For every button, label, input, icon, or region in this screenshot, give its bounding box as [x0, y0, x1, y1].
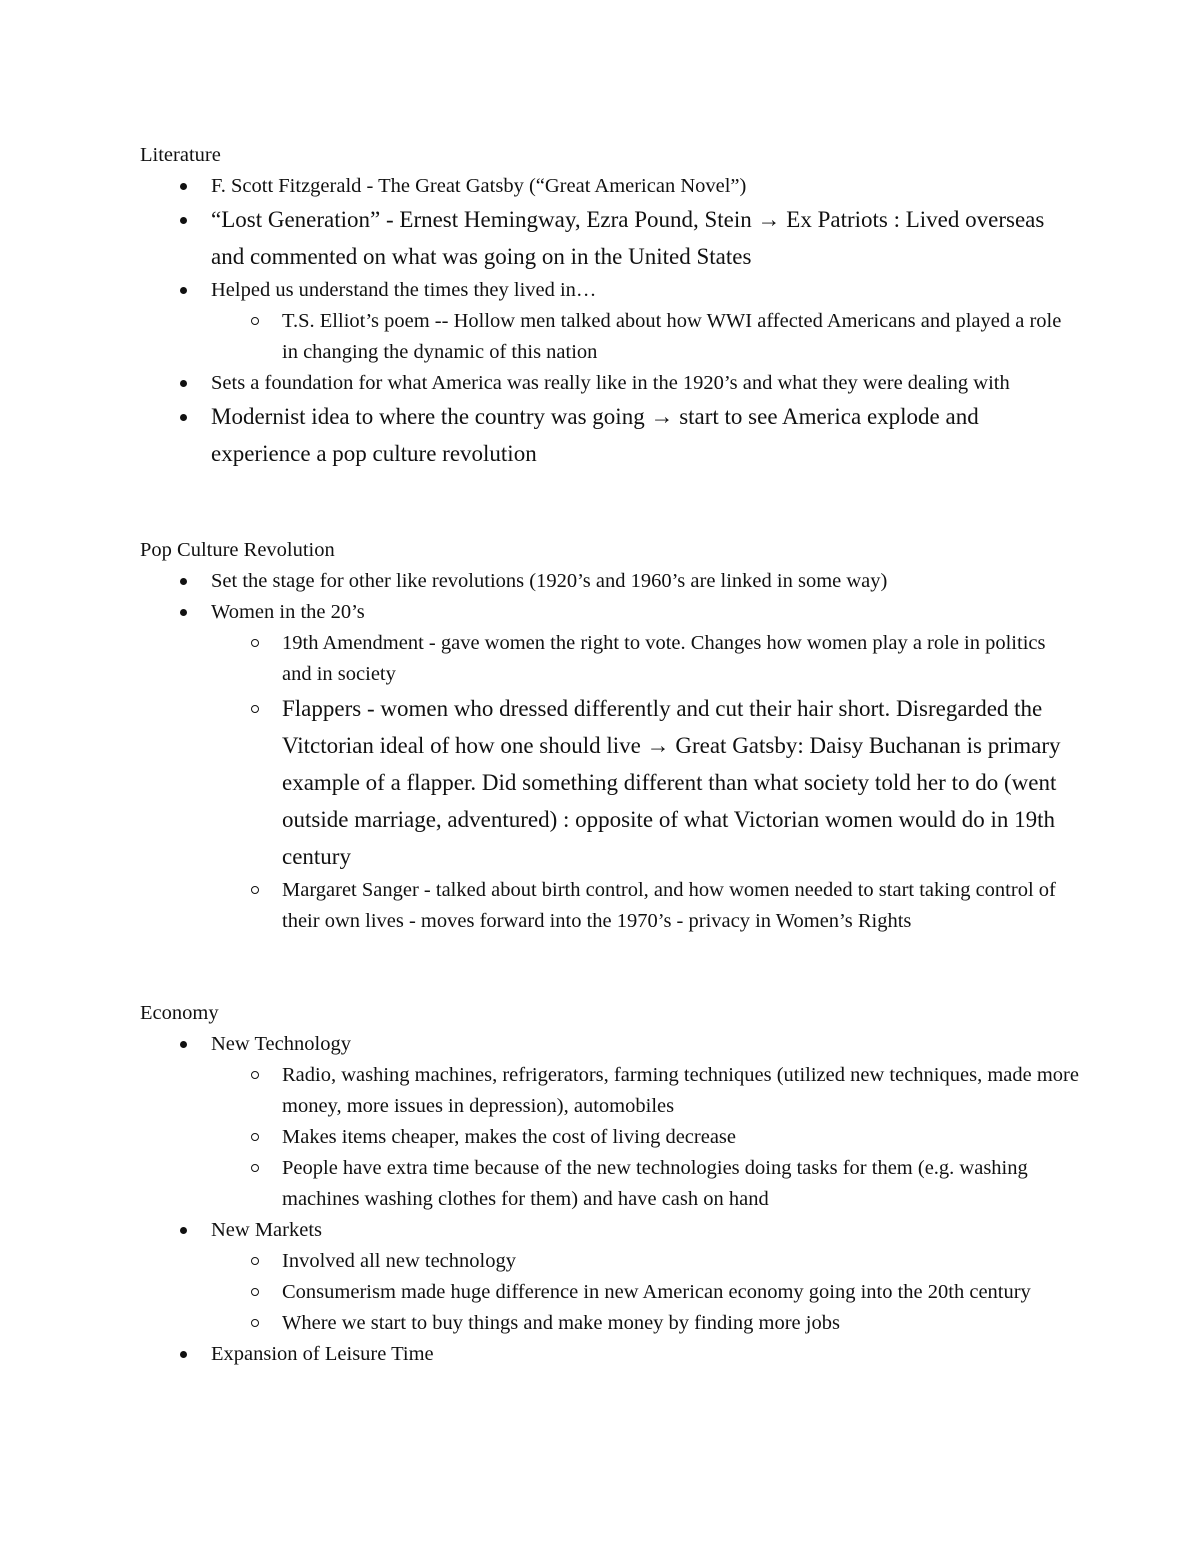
- list-item: “Lost Generation” - Ernest Hemingway, Ezra Pound, Stein → Ex Patriots : Lived overseas and commented on what was going on in the United States: [140, 202, 1080, 275]
- list-item: [140, 1029, 1080, 1215]
- list-item: F. Scott Fitzgerald - The Great Gatsby (“Great American Novel”): [140, 171, 1080, 202]
- sub-list-item: T.S. Elliot’s poem -- Hollow men talked about how WWI affected Americans and played a role in changing the dynamic of this nation: [140, 306, 1080, 368]
- list-item: Modernist idea to where the country was going → start to see America explode and experience a pop culture revolution: [140, 399, 1080, 472]
- bullet-list: [140, 566, 1080, 937]
- section-pop-culture: [140, 535, 1080, 937]
- sub-list: [140, 628, 1080, 937]
- list-item-text: Helped us understand the times they lived in…: [211, 279, 597, 301]
- sub-list-item: Makes items cheaper, makes the cost of living decrease: [140, 1122, 1080, 1153]
- sub-list-item: Margaret Sanger - talked about birth control, and how women needed to start taking control of their own lives - moves forward into the 1970’s - privacy in Women’s Rights: [140, 875, 1080, 937]
- list-item: Set the stage for other like revolutions (1920’s and 1960’s are linked in some way): [140, 566, 1080, 597]
- sub-list-item: Radio, washing machines, refrigerators, farming techniques (utilized new techniques, made more money, more issues in depression), automobiles: [140, 1060, 1080, 1122]
- bullet-list: [140, 1029, 1080, 1370]
- sub-list-item: Involved all new technology: [140, 1246, 1080, 1277]
- list-item: [140, 275, 1080, 368]
- sub-list-item: Where we start to buy things and make money by finding more jobs: [140, 1308, 1080, 1339]
- bullet-list: [140, 171, 1080, 472]
- list-item: Expansion of Leisure Time: [140, 1339, 1080, 1370]
- list-item-text: New Technology: [211, 1033, 351, 1055]
- section-heading: Pop Culture Revolution: [140, 539, 335, 561]
- section-heading: Economy: [140, 1002, 219, 1024]
- list-item: [140, 597, 1080, 937]
- list-item: Sets a foundation for what America was really like in the 1920’s and what they were dealing with: [140, 368, 1080, 399]
- sub-list-item: Consumerism made huge difference in new American economy going into the 20th century: [140, 1277, 1080, 1308]
- sub-list: [140, 1060, 1080, 1215]
- sub-list: [140, 1246, 1080, 1339]
- list-item-text: Women in the 20’s: [211, 601, 365, 623]
- section-heading: Literature: [140, 144, 221, 166]
- sub-list-item: Flappers - women who dressed differently and cut their hair short. Disregarded the Vitctorian ideal of how one should live → Great Gatsby: Daisy Buchanan is primary example of a flapper. Did something different than what society told her to do (went outside marriage, adventured) : opposite of what Victorian women would do in 19th century: [140, 690, 1080, 875]
- sub-list: [140, 306, 1080, 368]
- sub-list-item: People have extra time because of the new technologies doing tasks for them (e.g. washing machines washing clothes for them) and have cash on hand: [140, 1153, 1080, 1215]
- sub-list-item: 19th Amendment - gave women the right to vote. Changes how women play a role in politics and in society: [140, 628, 1080, 690]
- section-literature: [140, 140, 1080, 472]
- list-item-text: New Markets: [211, 1219, 323, 1241]
- list-item: [140, 1215, 1080, 1339]
- section-economy: [140, 998, 1080, 1370]
